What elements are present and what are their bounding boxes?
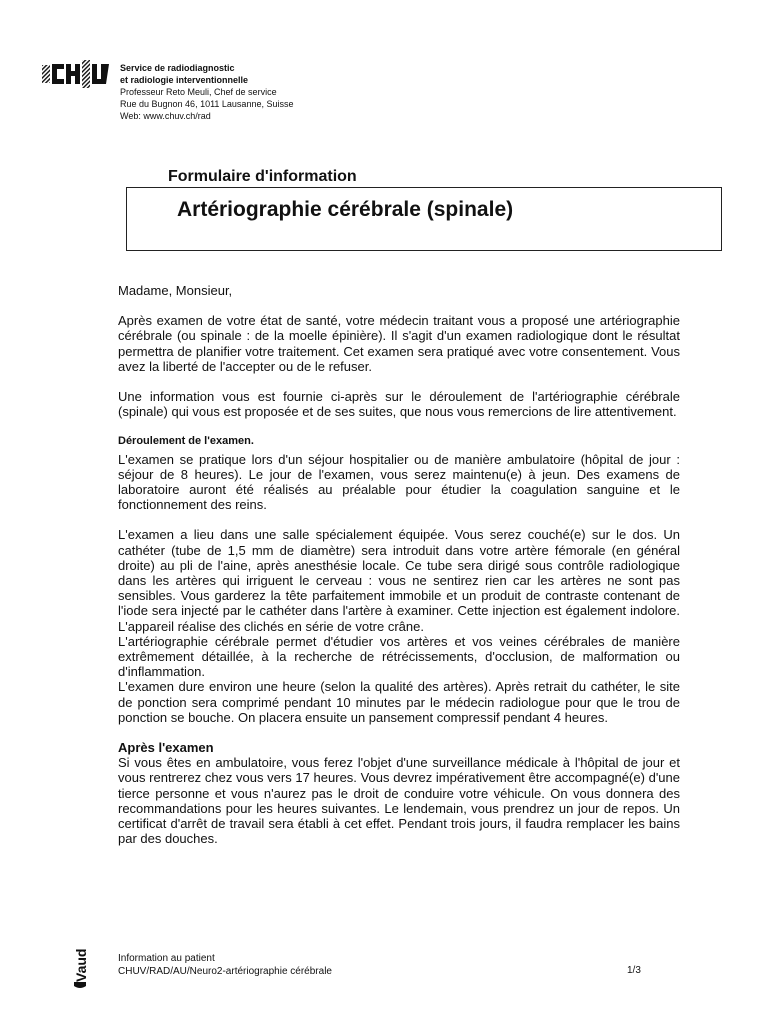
dept-website: Web: www.chuv.ch/rad: [120, 111, 211, 121]
document-title: Artériographie cérébrale (spinale): [177, 198, 514, 221]
salutation: Madame, Monsieur,: [118, 283, 233, 298]
paragraph: L'examen a lieu dans une salle spécialement équipée. Vous serez couché(e) sur le dos. Un cathéter (tube de 1,5 mm de diamètre) sera introduit dans votre artère fémorale (en général droite) au pli de l'aine, après anesthésie locale. Ce tube sera dirigé sous contrôle radiologique dans les artères qui irriguent le cerveau : vous ne sentirez rien car les artères ne sont pas sensibles. Vous garderez la tête parfaitement immobile et un produit de contraste contenant de l'iode sera injecté par le cathéter dans l'artère à examiner. Cette injection est également indolore. L'appareil réalise des clichés en série de votre crâne.: [118, 527, 680, 634]
section-heading: Déroulement de l'examen.: [118, 435, 254, 448]
footer-line: Information au patient: [118, 953, 215, 964]
title-box: [126, 187, 722, 251]
footer-reference: CHUV/RAD/AU/Neuro2-artériographie cérébrale: [118, 966, 332, 977]
dept-line: Professeur Reto Meuli, Chef de service: [120, 87, 277, 97]
paragraph: L'artériographie cérébrale permet d'étudier vos artères et vos veines cérébrales de manière extrêmement détaillée, à la recherche de rétrécissements, d'occlusion, de malformation ou d'inflammation.: [118, 633, 680, 680]
page-footer: [118, 952, 638, 978]
vaud-logo-text: Vaud: [73, 948, 89, 982]
paragraph: Après examen de votre état de santé, votre médecin traitant vous a proposé une artériographie cérébrale (ou spinale : de la moelle épinière). Il s'agit d'un examen radiologique dont le résultat permettra de planifier votre traitement. Cet examen sera pratiqué avec votre consentement. Vous avez la liberté de l'accepter ou de le refuser.: [118, 313, 680, 374]
paragraph: L'examen dure environ une heure (selon la qualité des artères). Après retrait du cathéter, le site de ponction sera comprimé pendant 10 minutes par le médecin radiologue pour que le trou de ponction se bouche. On placera ensuite un pansement compressif pendant 4 heures.: [118, 679, 680, 725]
dept-line: et radiologie interventionnelle: [120, 75, 249, 85]
paragraph: Une information vous est fournie ci-après sur le déroulement de l'artériographie cérébrale (spinale) qui vous est proposée et de ses suites, que nous vous remercions de lire attentivement.: [118, 389, 680, 420]
canton-vaud-logo-icon: [68, 938, 92, 988]
department-info: [120, 62, 293, 122]
section-heading: Après l'examen: [118, 740, 214, 756]
page-number: 1/3: [627, 965, 641, 976]
paragraph: L'examen se pratique lors d'un séjour hospitalier ou de manière ambulatoire (hôpital de jour : séjour de 8 heures). Le jour de l'examen, vous serez maintenu(e) à jeun. Des examens de laboratoire auront été réalisés au préalable pour étudier la coagulation sanguine et le fonctionnement des reins.: [118, 451, 680, 513]
dept-line: Service de radiodiagnostic: [120, 63, 235, 73]
chuv-logo-icon: [40, 58, 112, 90]
dept-address: Rue du Bugnon 46, 1011 Lausanne, Suisse: [120, 99, 294, 109]
paragraph: Si vous êtes en ambulatoire, vous ferez l'objet d'une surveillance médicale à l'hôpital de jour et vous rentrerez chez vous vers 17 heures. Vous devrez impérativement être accompagné(e) d'une tierce personne et vous n'aurez pas le droit de conduire votre véhicule. On vous donnera des recommandations pour les heures suivantes. Le lendemain, vous prendrez un jour de repos. Un certificat d'arrêt de travail sera établi à cet effet. Pendant trois jours, il faudra remplacer les bains par des douches.: [118, 755, 680, 847]
form-label: Formulaire d'information: [168, 168, 357, 185]
document-body: [118, 283, 680, 847]
